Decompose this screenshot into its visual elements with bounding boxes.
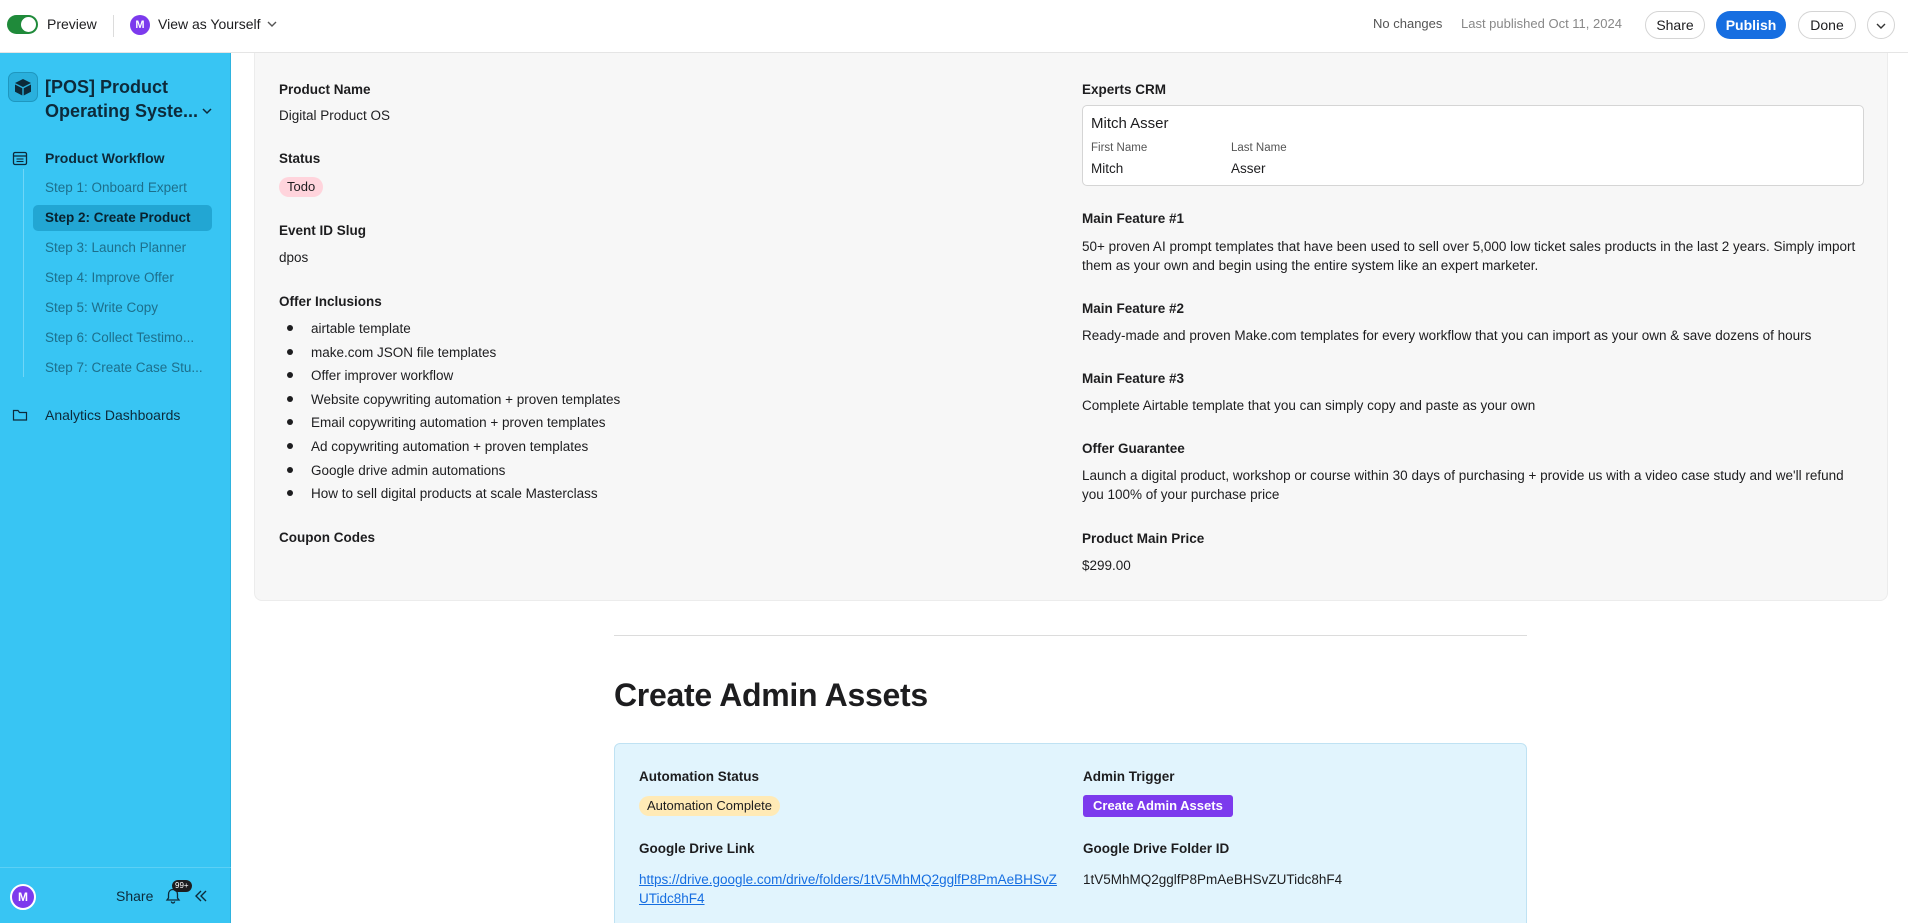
experts-crm-label: Experts CRM (1082, 82, 1167, 97)
divider (113, 15, 114, 37)
section-heading: Create Admin Assets (614, 677, 928, 713)
status-label: Status (279, 151, 321, 166)
no-changes-status: No changes (1373, 16, 1443, 31)
product-main-price-label: Product Main Price (1082, 531, 1205, 546)
sidebar-item-label: Product Workflow (45, 150, 165, 166)
app-icon[interactable] (8, 72, 38, 102)
sidebar-item-label: Analytics Dashboards (45, 407, 181, 423)
product-name-label: Product Name (279, 82, 371, 97)
record-detail-card (254, 53, 1888, 601)
sidebar-footer (0, 867, 231, 923)
publish-button[interactable]: Publish (1716, 11, 1786, 39)
more-options-button[interactable] (1867, 11, 1895, 39)
offer-guarantee-value[interactable]: Launch a digital product, workshop or course within 30 days of purchasing + provide us with a video case study and we'll refund you 100% of your purchase price (1082, 468, 1844, 502)
crm-last-name-value: Asser (1231, 161, 1266, 176)
main-feature-3-label: Main Feature #3 (1082, 371, 1185, 386)
chevron-down-icon[interactable] (266, 18, 278, 30)
box-icon (13, 77, 33, 97)
list-item: airtable template (281, 319, 620, 343)
list-item: How to sell digital products at scale Masterclass (281, 484, 620, 508)
list-item: Email copywriting automation + proven templates (281, 413, 620, 437)
crm-last-name-label: Last Name (1231, 142, 1287, 154)
view-as-dropdown[interactable]: View as Yourself (158, 16, 261, 32)
crm-first-name-value: Mitch (1091, 161, 1124, 176)
preview-toggle[interactable] (7, 15, 38, 34)
coupon-codes-label: Coupon Codes (279, 530, 375, 545)
calendar-icon (12, 150, 28, 166)
slug-value[interactable]: dpos (279, 250, 309, 265)
google-drive-link-label: Google Drive Link (639, 841, 755, 856)
crm-full-name: Mitch Asser (1091, 115, 1169, 132)
google-drive-link[interactable]: https://drive.google.com/drive/folders/1tV5MhMQ2gglfP8PmAeBHSvZUTidc8hF4 (639, 872, 1057, 906)
crm-first-name-label: First Name (1091, 142, 1148, 154)
main-feature-1-label: Main Feature #1 (1082, 211, 1185, 226)
last-published-status: Last published Oct 11, 2024 (1461, 16, 1622, 31)
sidebar-item-analytics-dashboards[interactable] (12, 404, 180, 426)
sidebar-step-6[interactable]: Step 6: Collect Testimo... (45, 330, 195, 345)
admin-assets-card (614, 743, 1527, 923)
offer-inclusions-list (281, 319, 620, 508)
notification-badge: 99+ (172, 880, 192, 892)
chevron-down-icon (1876, 21, 1886, 31)
experts-crm-card[interactable] (1082, 105, 1864, 186)
sidebar (0, 53, 231, 923)
automation-status-label: Automation Status (639, 769, 759, 784)
sidebar-step-7[interactable]: Step 7: Create Case Stu... (45, 360, 203, 375)
sidebar-step-5[interactable]: Step 5: Write Copy (45, 300, 159, 315)
preview-label: Preview (47, 16, 97, 32)
sidebar-step-2[interactable]: Step 2: Create Product (33, 205, 212, 231)
google-drive-folder-id-label: Google Drive Folder ID (1083, 841, 1230, 856)
sidebar-step-3[interactable]: Step 3: Launch Planner (45, 240, 187, 255)
main-feature-2-label: Main Feature #2 (1082, 301, 1185, 316)
product-main-price-value[interactable]: $299.00 (1082, 558, 1131, 573)
list-item: Ad copywriting automation + proven templates (281, 437, 620, 461)
list-item: Offer improver workflow (281, 366, 620, 390)
done-button[interactable]: Done (1798, 11, 1856, 39)
main-feature-1-value[interactable]: 50+ proven AI prompt templates that have been used to sell over 5,000 low ticket sales products in the last 2 years. Simply import them as your own and begin using the entire system like an expert marketer. (1082, 239, 1856, 273)
create-admin-assets-button[interactable]: Create Admin Assets (1083, 795, 1233, 817)
automation-status-badge[interactable]: Automation Complete (639, 796, 780, 816)
main-content (232, 53, 1908, 923)
top-bar (0, 0, 1908, 53)
main-feature-2-value[interactable]: Ready-made and proven Make.com templates for every workflow that you can import as your own & save dozens of hours (1082, 328, 1812, 343)
product-name-value[interactable]: Digital Product OS (279, 108, 391, 123)
sidebar-item-product-workflow[interactable] (12, 147, 165, 169)
avatar[interactable]: M (10, 884, 36, 910)
steps-connector-line (23, 169, 24, 377)
folder-icon (12, 407, 28, 423)
app-title[interactable]: [POS] Product Operating Syste... (45, 77, 199, 121)
google-drive-folder-id-value[interactable]: 1tV5MhMQ2gglfP8PmAeBHSvZUTidc8hF4 (1083, 872, 1343, 887)
sidebar-step-4[interactable]: Step 4: Improve Offer (45, 270, 174, 285)
sidebar-step-1[interactable]: Step 1: Onboard Expert (45, 180, 187, 195)
toggle-knob (21, 17, 36, 32)
offer-inclusions-label: Offer Inclusions (279, 294, 382, 309)
list-item: make.com JSON file templates (281, 343, 620, 367)
double-chevron-left-icon[interactable] (193, 888, 209, 904)
list-item: Google drive admin automations (281, 461, 620, 485)
slug-label: Event ID Slug (279, 223, 367, 238)
view-as-avatar[interactable]: M (130, 15, 150, 35)
section-divider (614, 635, 1527, 636)
share-button[interactable]: Share (1645, 11, 1705, 39)
admin-trigger-label: Admin Trigger (1083, 769, 1175, 784)
status-badge[interactable]: Todo (279, 177, 323, 197)
list-item: Website copywriting automation + proven templates (281, 390, 620, 414)
main-feature-3-value[interactable]: Complete Airtable template that you can simply copy and paste as your own (1082, 398, 1536, 413)
chevron-down-icon[interactable] (200, 104, 214, 118)
share-button[interactable]: Share (116, 888, 154, 904)
offer-guarantee-label: Offer Guarantee (1082, 441, 1185, 456)
